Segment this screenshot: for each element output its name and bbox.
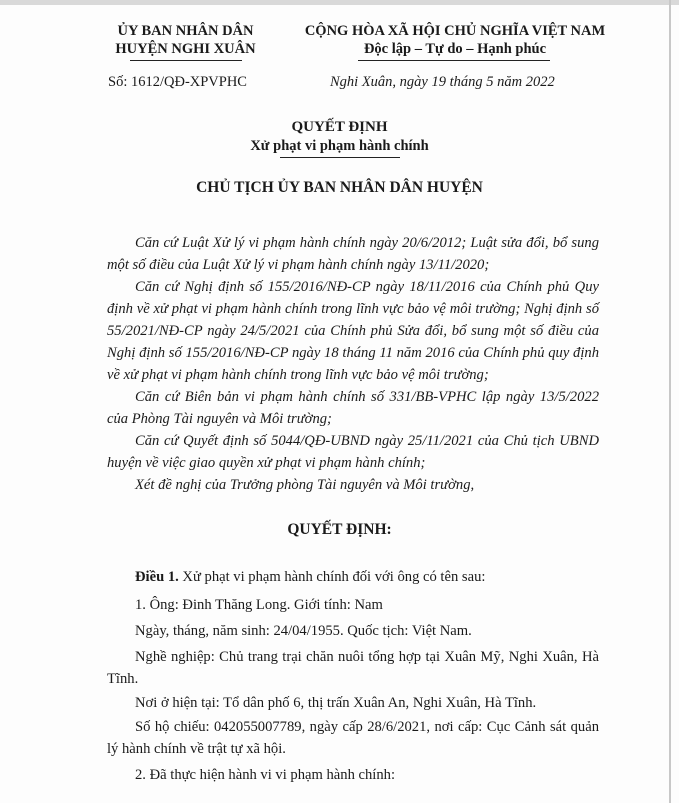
motto-underline: [358, 60, 550, 61]
violator-passport: Số hộ chiếu: 042055007789, ngày cấp 28/6/2021, nơi cấp: Cục Cảnh sát quản lý hành chính về trật tự xã hội.: [107, 719, 599, 757]
top-edge: [0, 0, 679, 5]
legal-basis-1: Căn cứ Luật Xử lý vi phạm hành chính ngày 20/6/2012; Luật sửa đổi, bổ sung một số điều của Luật Xử lý vi phạm hành chính ngày 13/11/2020;: [107, 235, 599, 273]
violator-dob: Ngày, tháng, năm sinh: 24/04/1955. Quốc tịch: Việt Nam.: [135, 623, 472, 639]
decision-subtitle: Xử phạt vi phạm hành chính: [250, 138, 429, 154]
authority-title: CHỦ TỊCH ỦY BAN NHÂN DÂN HUYỆN: [196, 179, 483, 196]
place-date: Nghi Xuân, ngày 19 tháng 5 năm 2022: [330, 74, 555, 90]
legal-basis-5: Xét đề nghị của Trưởng phòng Tài nguyên và Môi trường,: [135, 477, 475, 493]
subtitle-underline: [280, 157, 400, 158]
legal-basis-2: Căn cứ Nghị định số 155/2016/NĐ-CP ngày 18/11/2016 của Chính phủ Quy định về xử phạt vi phạm hành chính trong lĩnh vực bảo vệ môi trường; Nghị định số 55/2021/NĐ-CP ngày 24/5/2021 của Chính phủ Sửa đổi, bổ sung một số điều của Nghị định số 155/2016/NĐ-CP ngày 18 tháng 11 năm 2016 của Chính phủ quy định về xử phạt vi phạm hành chính trong lĩnh vực bảo vệ môi trường;: [107, 279, 599, 383]
decision-heading: QUYẾT ĐỊNH:: [287, 521, 392, 538]
decision-title: QUYẾT ĐỊNH: [291, 119, 388, 135]
org-name-line2: HUYỆN NGHI XUÂN: [115, 41, 256, 57]
org-name-line1: ỦY BAN NHÂN DÂN: [117, 23, 254, 39]
violation-heading: 2. Đã thực hiện hành vi vi phạm hành chính:: [135, 767, 396, 783]
violator-name: 1. Ông: Đinh Thăng Long. Giới tính: Nam: [135, 597, 383, 613]
article-1-intro: Điều 1. Xử phạt vi phạm hành chính đối với ông có tên sau:: [135, 569, 486, 585]
nation-motto: Độc lập – Tự do – Hạnh phúc: [363, 41, 547, 57]
violator-residence: Nơi ở hiện tại: Tổ dân phố 6, thị trấn Xuân An, Nghi Xuân, Hà Tĩnh.: [135, 695, 537, 711]
nation-name: CỘNG HÒA XÃ HỘI CHỦ NGHĨA VIỆT NAM: [304, 23, 606, 39]
org-underline: [130, 60, 242, 61]
article-1-label: Điều 1.: [135, 569, 179, 585]
violator-job: Nghề nghiệp: Chủ trang trại chăn nuôi tổng hợp tại Xuân Mỹ, Nghi Xuân, Hà Tĩnh.: [107, 649, 599, 687]
document-number: Số: 1612/QĐ-XPVPHC: [108, 74, 247, 90]
legal-basis-3: Căn cứ Biên bản vi phạm hành chính số 331/BB-VPHC lập ngày 13/5/2022 của Phòng Tài nguyên và Môi trường;: [107, 389, 599, 427]
legal-basis-4: Căn cứ Quyết định số 5044/QĐ-UBND ngày 25/11/2021 của Chủ tịch UBND huyện về việc giao quyền xử phạt vi phạm hành chính;: [107, 433, 599, 471]
